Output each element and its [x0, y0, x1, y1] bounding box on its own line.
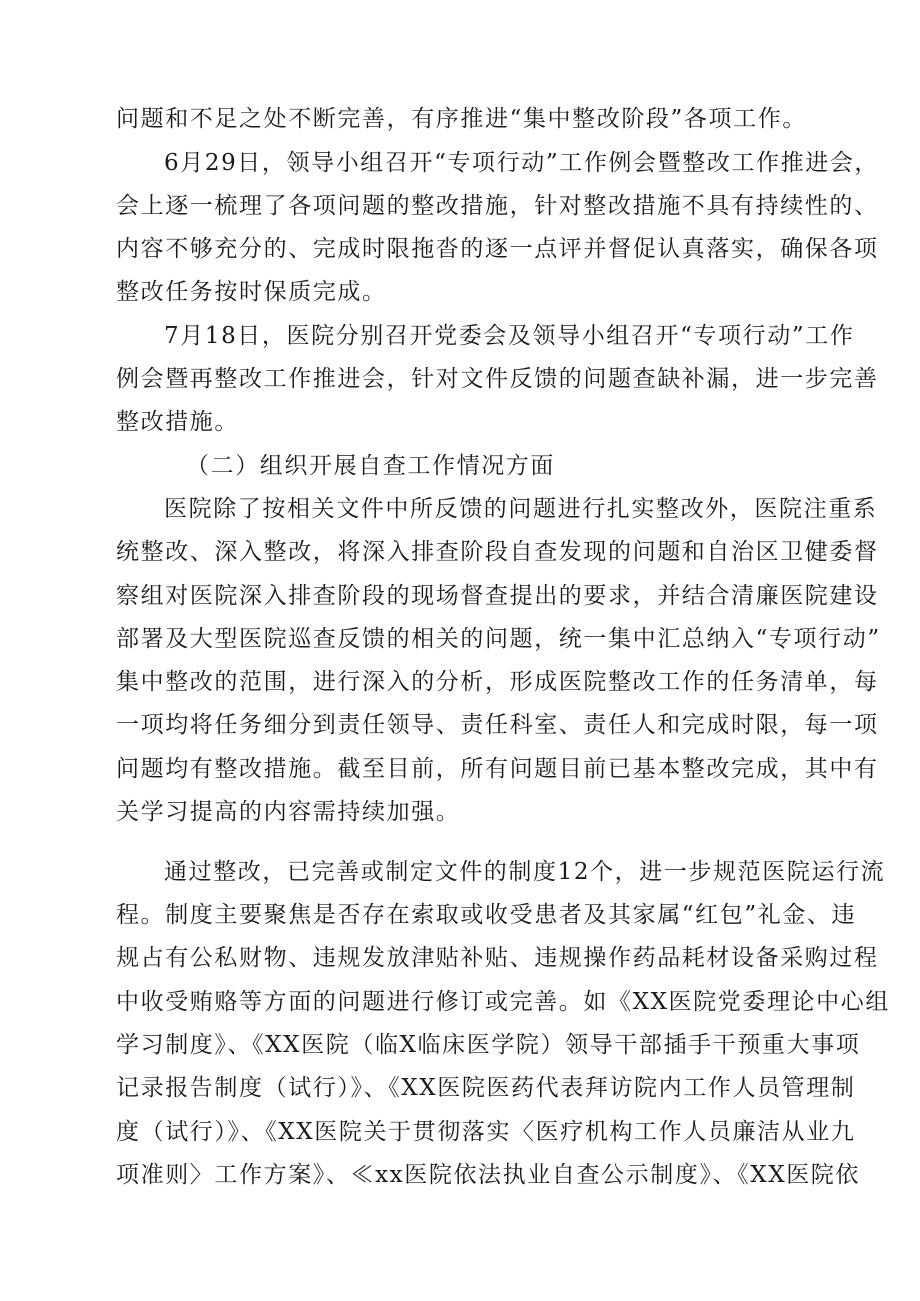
- text-line: 整改措施。: [116, 409, 239, 435]
- text-line: 部署及大型医院巡查反馈的相关的问题，统一集中汇总纳入“专项行动”: [116, 626, 881, 652]
- text-line: 关学习提高的内容需持续加强。: [116, 799, 461, 825]
- text-line: 内容不够充分的、完成时限拖沓的逐一点评并督促认真落实，确保各项: [116, 236, 879, 262]
- text-line: 记录报告制度（试行）》、《XX医院医药代表拜访院内工作人员管理制: [116, 1075, 856, 1101]
- text-line: 程。制度主要聚焦是否存在索取或收受患者及其家属“红包”礼金、违: [116, 902, 857, 928]
- section-heading: （二）组织开展自查工作情况方面: [186, 453, 555, 479]
- text-line: 学习制度》、《XX医院（临X临床医学院）领导干部插手干预重大事项: [116, 1032, 861, 1058]
- text-line: 项准则〉工作方案》、≪xx医院依法执业自查公示制度》、《XX医院依: [116, 1162, 860, 1188]
- text-line: 集中整改的范围，进行深入的分析，形成医院整改工作的任务清单，每: [116, 669, 879, 695]
- text-line: 整改任务按时保质完成。: [116, 279, 387, 305]
- text-line: 会上逐一梳理了各项问题的整改措施，针对整改措施不具有持续性的、: [116, 193, 879, 219]
- paragraph-first-line: 医院除了按相关文件中所反馈的问题进行扎实整改外，医院注重系: [164, 496, 878, 522]
- text-line: 一项均将任务细分到责任领导、责任科室、责任人和完成时限，每一项: [116, 712, 879, 738]
- text-line: 度（试行）》、《XX医院关于贯彻落实〈医疗机构工作人员廉洁从业九: [116, 1119, 856, 1145]
- text-line: 察组对医院深入排查阶段的现场督查提出的要求，并结合清廉医院建设: [116, 583, 879, 609]
- paragraph-first-line: 通过整改，已完善或制定文件的制度12个，进一步规范医院运行流: [164, 859, 886, 885]
- text-line: 统整改、深入整改，将深入排查阶段自查发现的问题和自治区卫健委督: [116, 539, 879, 565]
- text-line: 中收受贿赂等方面的问题进行修订或完善。如《XX医院党委理论中心组: [116, 989, 890, 1015]
- paragraph-first-line: 7月18日，医院分别召开党委会及领导小组召开“专项行动”工作: [164, 323, 855, 349]
- text-line: 问题和不足之处不断完善，有序推进“集中整改阶段”各项工作。: [116, 106, 807, 132]
- text-line: 规占有公私财物、违规发放津贴补贴、违规操作药品耗材设备采购过程: [116, 945, 879, 971]
- text-line: 问题均有整改措施。截至目前，所有问题目前已基本整改完成，其中有: [116, 756, 879, 782]
- text-line: 例会暨再整改工作推进会，针对文件反馈的问题查缺补漏，进一步完善: [116, 366, 879, 392]
- paragraph-first-line: 6月29日，领导小组召开“专项行动”工作例会暨整改工作推进会，: [164, 150, 880, 176]
